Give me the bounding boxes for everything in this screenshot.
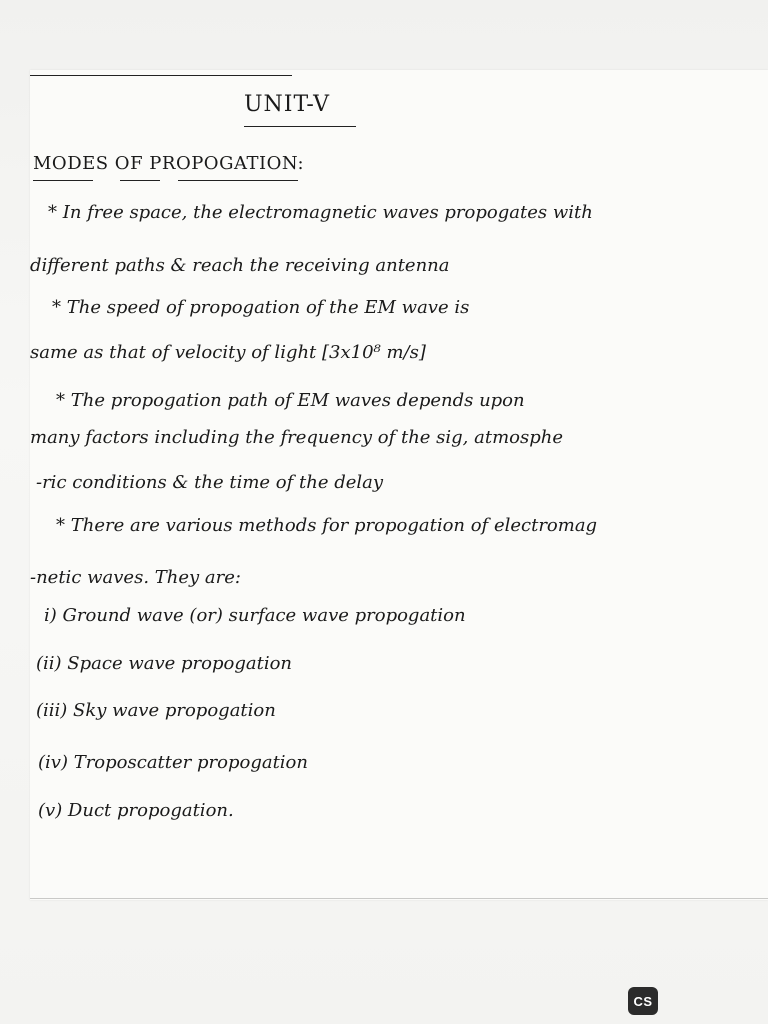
text-line: -ric conditions & the time of the delay [36, 472, 384, 493]
text-line: many factors including the frequency of the sig, atmosphe [30, 427, 563, 448]
section-heading-underline [178, 180, 298, 181]
top-margin-rule [30, 75, 292, 76]
camscanner-logo-icon [628, 987, 658, 1015]
text-line: * The propogation path of EM waves depends upon [56, 390, 525, 411]
section-heading-underline [33, 180, 93, 181]
text-line: same as that of velocity of light [3x10⁸ m/s] [30, 342, 426, 363]
list-item: (iii) Sky wave propogation [36, 700, 276, 721]
unit-heading: UNIT-V [244, 92, 331, 117]
text-line: different paths & reach the receiving antenna [30, 255, 450, 276]
section-heading: MODES OF PROPOGATION: [33, 153, 305, 174]
list-item: i) Ground wave (or) surface wave propogation [44, 605, 466, 626]
unit-heading-underline [244, 126, 356, 127]
list-item: (ii) Space wave propogation [36, 653, 292, 674]
camscanner-logo-text: CS [633, 993, 653, 1009]
text-line: * There are various methods for propogation of electromag [56, 515, 598, 536]
text-line: * In free space, the electromagnetic waves propogates with [48, 202, 593, 223]
text-line: -netic waves. They are: [30, 567, 241, 588]
text-line: * The speed of propogation of the EM wave is [52, 297, 470, 318]
bottom-edge-rule [30, 898, 768, 899]
section-heading-underline [120, 180, 160, 181]
list-item: (v) Duct propogation. [38, 800, 234, 821]
list-item: (iv) Troposcatter propogation [38, 752, 308, 773]
